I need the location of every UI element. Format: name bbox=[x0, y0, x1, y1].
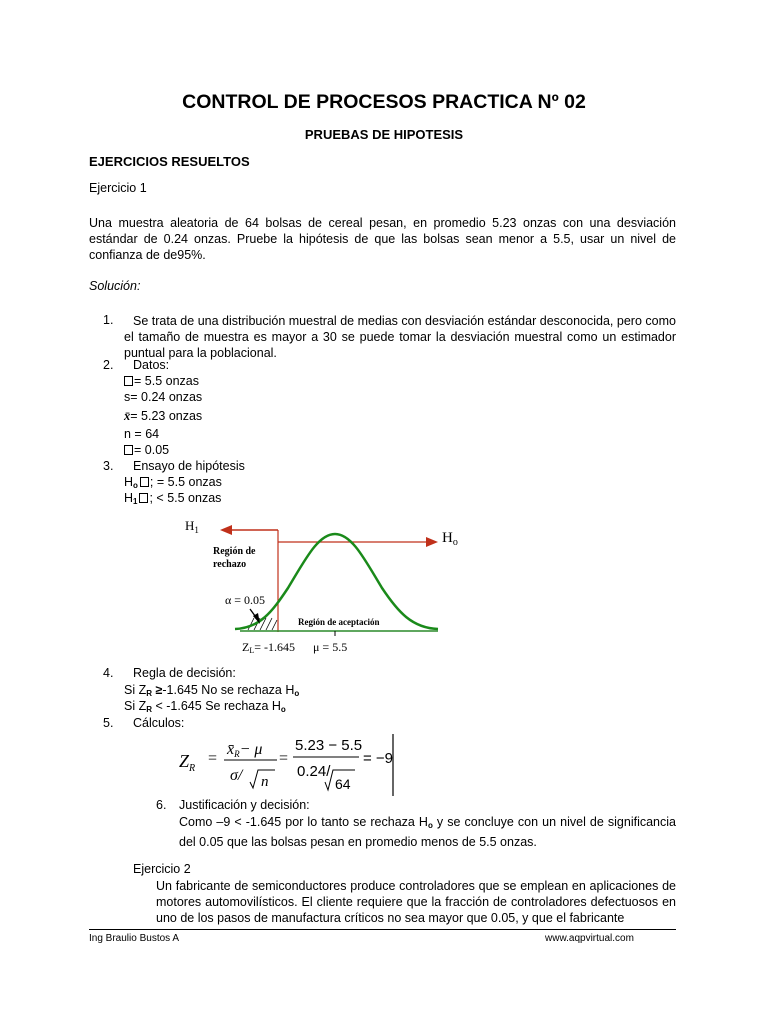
formula-eq1: = bbox=[208, 750, 218, 767]
exercise-1-statement: Una muestra aleatoria de 64 bolsas de cereal pesan, en promedio 5.23 onzas con una desviación estándar de 0.24 onzas. Pruebe la hipótesis de que las bolsas sean menor a 5.5, usar un nivel de confianza de de95%. bbox=[89, 216, 676, 262]
footer-divider bbox=[89, 929, 676, 930]
step-6-text: Justificación y decisión: bbox=[179, 798, 310, 812]
zl-label: ZL= -1.645 bbox=[242, 640, 295, 655]
solution-label: Solución: bbox=[89, 279, 141, 293]
data-n: n = 64 bbox=[124, 427, 160, 441]
data-s: s= 0.24 onzas bbox=[124, 390, 203, 404]
step-2-number: 2. bbox=[103, 358, 114, 372]
accept-label: Región de aceptación bbox=[298, 617, 380, 627]
step-4-number: 4. bbox=[103, 666, 114, 680]
step-5-text: Cálculos: bbox=[133, 716, 185, 730]
graph-h0-label: $H_o$ bbox=[442, 530, 458, 548]
mu-symbol-icon bbox=[139, 493, 148, 503]
data-xbar: x̄= 5.23 onzas bbox=[124, 409, 203, 423]
step-1-number: 1. bbox=[103, 313, 114, 327]
mu-label: μ = 5.5 bbox=[313, 640, 348, 654]
page-subtitle: PRUEBAS DE HIPOTESIS bbox=[304, 127, 464, 142]
formula-result: = −9 bbox=[363, 750, 394, 767]
page-title: CONTROL DE PROCESOS PRACTICA Nº 02 bbox=[182, 91, 586, 113]
step-6-body: Como –9 < -1.645 por lo tanto se rechaza $H_o$ y se concluye con un nivel de significancia del 0.05 que las bolsas pesan en promedio menos de 5.5 onzas. bbox=[179, 815, 676, 849]
step-6-number: 6. bbox=[156, 798, 167, 812]
exercise-1-label: Ejercicio 1 bbox=[89, 181, 147, 195]
decision-rule-1: Si $Z_R \ge-1.645$ No se rechaza $H_o$ bbox=[124, 683, 300, 698]
z-formula bbox=[175, 730, 405, 798]
decision-rule-2: Si $Z_R < -1.645$ Se rechaza $H_o$ bbox=[124, 699, 286, 714]
formula-num1: x̄R− μ bbox=[227, 741, 263, 759]
mu-symbol-icon bbox=[140, 477, 149, 487]
formula-den2: 0.24/ bbox=[297, 763, 331, 780]
xbar-symbol-icon: x̄ bbox=[124, 409, 131, 423]
step-3-number: 3. bbox=[103, 459, 114, 473]
formula-den2-rad: 64 bbox=[335, 776, 351, 792]
formula-z: $Z_R$ bbox=[179, 751, 196, 774]
section-heading: EJERCICIOS RESUELTOS bbox=[89, 154, 250, 169]
footer-website: www.aqpvirtual.com bbox=[545, 933, 634, 944]
alpha-label: α = 0.05 bbox=[225, 593, 266, 607]
formula-den1-rad: n bbox=[261, 774, 269, 790]
exercise-2-label: Ejercicio 2 bbox=[133, 862, 191, 876]
step-3-text: Ensayo de hipótesis bbox=[133, 459, 245, 473]
step-4-text: Regla de decisión: bbox=[133, 666, 236, 680]
data-alpha: = 0.05 bbox=[124, 443, 169, 457]
reject-arrow-head bbox=[220, 525, 232, 535]
formula-num2: 5.23 − 5.5 bbox=[295, 737, 363, 754]
reject-label-line1: Región de bbox=[213, 546, 256, 557]
hypothesis-graph bbox=[180, 512, 470, 657]
formula-eq2: = bbox=[279, 750, 289, 767]
step-2-text: Datos: bbox=[133, 358, 170, 372]
footer-author: Ing Braulio Bustos A bbox=[89, 933, 180, 944]
step-5-number: 5. bbox=[103, 716, 114, 730]
graph-h1-label: $H_1$ bbox=[185, 518, 199, 535]
reject-label-line2: rechazo bbox=[213, 559, 247, 570]
data-mu: = 5.5 onzas bbox=[124, 374, 199, 388]
alpha-symbol-icon bbox=[124, 445, 133, 455]
mu-symbol-icon bbox=[124, 376, 133, 386]
normal-curve bbox=[235, 534, 438, 629]
step-1-text: Se trata de una distribución muestral de medias con desviación estándar desconocida, pero como el tamaño de muestra es mayor a 30 se puede tomar la desviación muestral como un estimador puntual para la poblacional. bbox=[124, 314, 676, 360]
formula-den1: σ/ bbox=[230, 767, 243, 784]
hypothesis-h0: $H_o$ ; = 5.5 onzas bbox=[124, 475, 222, 490]
exercise-2-statement: Un fabricante de semiconductores produce controladores que se emplean en aplicaciones de motores automovilísticos. El cliente requiere que la fracción de controladores defectuosos en uno de los pasos de manufactura críticos no sea mayor que 0.05, y que el fabricante bbox=[156, 879, 676, 925]
hypothesis-h1: $H_1$ ; < 5.5 onzas bbox=[124, 491, 222, 506]
gte-symbol-icon: ≥ bbox=[155, 683, 163, 697]
accept-arrow-head bbox=[426, 537, 438, 547]
